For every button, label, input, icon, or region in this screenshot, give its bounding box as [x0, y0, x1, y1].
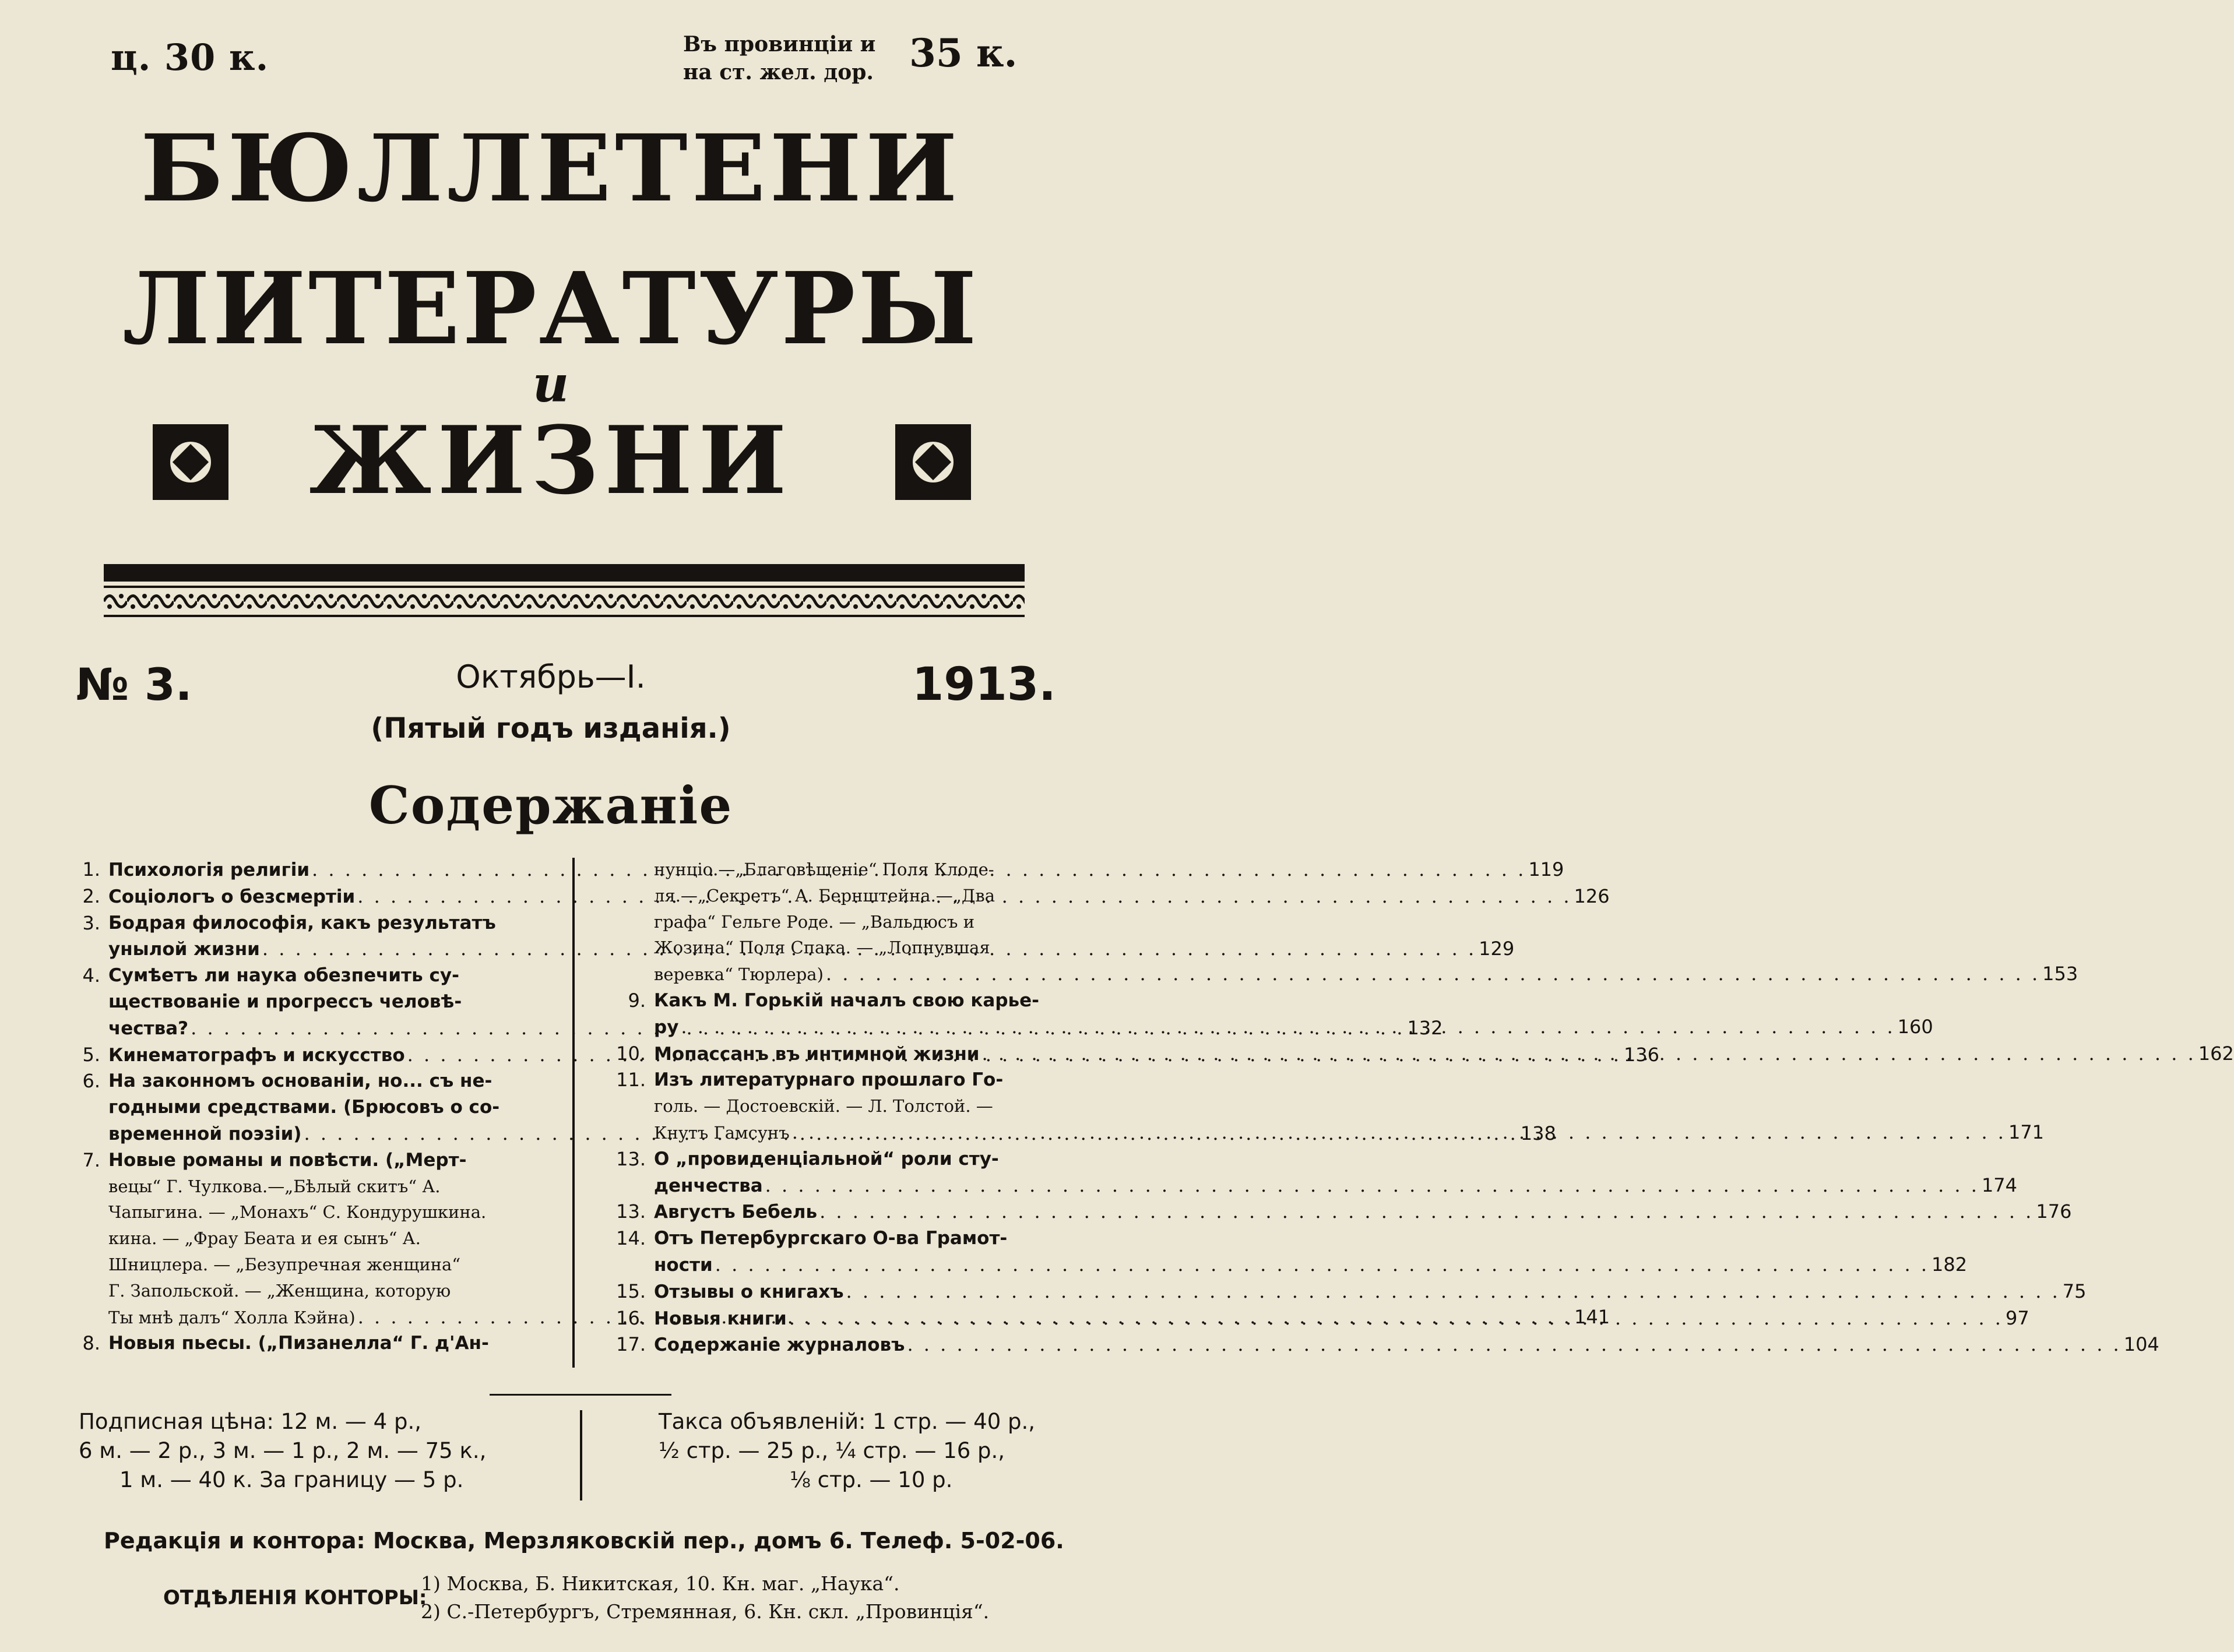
leader-dots — [678, 1014, 1897, 1040]
leader-dots — [824, 961, 2042, 987]
entry-text: Психологія религіи — [108, 860, 310, 880]
entry-line — [654, 988, 1933, 1014]
column-divider — [572, 858, 575, 1368]
entry-text: Жозина“ Поля Спака. — „Лопнувшая — [654, 938, 990, 958]
entry-text: О „провиденціальной“ роли сту- — [654, 1148, 999, 1170]
entry-text: чества? — [108, 1017, 189, 1039]
issue-number: № 3. — [76, 658, 192, 710]
contents-entry — [607, 1225, 1968, 1278]
branch-moscow: 1) Москва, Б. Никитская, 10. Кн. маг. „Наука“. — [421, 1572, 900, 1595]
entry-number: 2. — [82, 885, 100, 907]
contents-entry — [607, 1332, 2159, 1358]
ads-line2: ½ стр. — 25 р., ¼ стр. — 16 р., — [659, 1438, 1005, 1463]
entry-line — [654, 961, 2078, 988]
entry-text: временной поэзіи) — [108, 1123, 302, 1144]
entry-page: 174 — [1981, 1174, 2018, 1196]
entry-text: Отзывы о книгахъ — [654, 1281, 844, 1302]
contents-entry — [76, 1330, 525, 1357]
entry-page: 129 — [1479, 938, 1515, 960]
entry-text: Августъ Бебель — [654, 1202, 818, 1223]
masthead-line1: БЮЛЛЕТЕНИ — [140, 115, 962, 223]
entry-page: 119 — [1528, 858, 1564, 880]
contents-entry — [607, 1146, 2018, 1199]
entry-text: Шницлера. — „Безупречная женщина“ — [108, 1254, 461, 1274]
price-province-label-line2: на ст. жел. дор. — [683, 60, 874, 84]
leader-dots — [817, 1199, 2036, 1225]
entry-text: веревка“ Тюрлера) — [654, 964, 824, 985]
masthead-line4: ЖИЗНИ — [309, 406, 793, 515]
ads-line1: Такса объявленій: 1 стр. — 40 р., — [659, 1409, 1036, 1434]
entry-number: 17. — [616, 1333, 646, 1356]
entry-text: кина. — „Фрау Беата и ея сынъ“ А. — [108, 1228, 421, 1249]
branches-list — [421, 1570, 989, 1626]
entry-number: 5. — [82, 1043, 100, 1066]
entry-line — [108, 1330, 525, 1357]
entry-text: ществованіе и прогрессъ человѣ- — [108, 991, 462, 1012]
entry-text: Мопассанъ въ интимной жизни — [654, 1043, 980, 1065]
ads-block — [659, 1407, 1078, 1495]
ornamental-band-pattern — [104, 588, 1025, 615]
entry-text: голь. — Достоевскій. — Л. Толстой. — — [654, 1096, 993, 1116]
leader-dots — [713, 1252, 1932, 1278]
rule-thick — [104, 564, 1025, 582]
leader-dots — [763, 1172, 1982, 1199]
entry-line — [654, 1119, 2044, 1146]
entry-line — [654, 935, 2078, 961]
contents-heading: Содержаніе — [368, 775, 733, 836]
entry-text: Содержаніе журналовъ — [654, 1334, 905, 1356]
entry-page: 160 — [1897, 1015, 1933, 1038]
leader-dots — [905, 1332, 2123, 1358]
entry-number: 4. — [82, 964, 100, 987]
entry-line — [654, 1093, 2044, 1119]
entry-page: 126 — [1574, 885, 1610, 907]
entry-line — [654, 1146, 2017, 1172]
entry-text: Чапыгина. — „Монахъ“ С. Кондурушкина. — [108, 1202, 487, 1223]
price-province-label — [683, 30, 875, 86]
leader-dots — [790, 1119, 2008, 1146]
masthead-line2: ЛИТЕРАТУРЫ — [122, 251, 979, 367]
entry-page: 176 — [2036, 1200, 2072, 1223]
entry-number: 3. — [82, 911, 100, 934]
entry-text: Бодрая философія, какъ результатъ — [108, 912, 496, 934]
entry-page: 162 — [2198, 1042, 2234, 1065]
entry-page: 136 — [1623, 1043, 1660, 1066]
entry-text: Отъ Петербургскаго О-ва Грамот- — [654, 1228, 1008, 1249]
subscription-divider — [580, 1410, 582, 1500]
entry-line — [654, 1278, 2086, 1305]
subscription-line1: Подписная цѣна: 12 м. — 4 р., — [79, 1409, 421, 1434]
leader-dots — [787, 1305, 2006, 1332]
leader-dots — [979, 1041, 2198, 1067]
entry-line — [654, 1332, 2159, 1358]
branches-heading: ОТДѢЛЕНІЯ КОНТОРЫ: — [163, 1586, 427, 1609]
entry-page: 97 — [2005, 1306, 2029, 1329]
contents-entry — [607, 1278, 2087, 1305]
entry-text: Соціологъ о безсмертіи — [108, 886, 356, 907]
entry-text: Сумѣетъ ли наука обезпечить су- — [108, 965, 459, 987]
entry-text: ру — [654, 1016, 679, 1038]
entry-line — [654, 909, 2078, 935]
entry-number: 14. — [616, 1227, 646, 1250]
entry-text: На законномъ основаніи, но... съ не- — [108, 1070, 492, 1092]
entry-number: 15. — [616, 1280, 646, 1302]
entry-text: нунціо.—„Благовѣщеніе“ Поля Клоде- — [654, 860, 994, 879]
entry-line — [654, 1014, 1933, 1041]
entry-text: графа“ Гельге Роде. — „Вальдюсъ и — [654, 911, 975, 932]
price-province: 35 к. — [909, 30, 1018, 76]
masthead-line3: и — [532, 355, 569, 414]
price-city: ц. 30 к. — [111, 36, 269, 79]
subscription-block — [79, 1407, 562, 1495]
entry-number: 9. — [628, 989, 646, 1012]
entry-number: 11. — [616, 1069, 646, 1091]
entry-page: 182 — [1932, 1253, 1968, 1276]
entry-page: 141 — [1574, 1305, 1610, 1328]
entry-page: 75 — [2062, 1280, 2087, 1302]
entry-number: 13. — [616, 1147, 646, 1170]
leader-dots — [844, 1278, 2063, 1305]
entry-text: вецы“ Г. Чулкова.—„Бѣлый скитъ“ А. — [108, 1176, 441, 1196]
entry-text: годными средствами. (Брюсовъ о со- — [108, 1097, 500, 1118]
entry-number: 7. — [82, 1149, 100, 1171]
branch-petersburg: 2) С.-Петербургъ, Стремянная, 6. Кн. скл. „Провинція“. — [421, 1600, 990, 1623]
entry-text: Изъ литературнаго прошлаго Го- — [654, 1069, 1004, 1091]
entry-text: ля.—„Секретъ“ А. Бернштейна.—„Два — [654, 885, 995, 906]
entry-text: Кинематографъ и искусство — [108, 1044, 405, 1066]
entry-number: 1. — [82, 858, 100, 880]
entry-text: ности — [654, 1254, 713, 1276]
entry-text: унылой жизни — [108, 939, 260, 960]
entry-text: денчества — [654, 1175, 763, 1196]
entry-line — [654, 1172, 2017, 1199]
price-province-label-line1: Въ провинціи и — [683, 32, 876, 57]
ornament-right-icon — [895, 424, 971, 500]
entry-line — [654, 1252, 1967, 1278]
ads-line3: ⅛ стр. — 10 р. — [790, 1467, 953, 1492]
entry-line — [654, 1041, 2234, 1068]
entry-number — [607, 857, 646, 988]
entry-text: Новые романы и повѣсти. („Мерт- — [108, 1149, 467, 1171]
entry-text: Новыя пьесы. („Пизанелла“ Г. д'Ан- — [108, 1333, 489, 1354]
entry-text: Ты мнѣ далъ“ Холла Кэйна) — [108, 1307, 356, 1327]
ornament-left-icon — [153, 424, 228, 500]
entry-page: 104 — [2123, 1333, 2159, 1356]
entry-line — [654, 1199, 2071, 1225]
entry-page: 153 — [2042, 963, 2078, 985]
issue-year: 1913. — [912, 658, 1056, 711]
issue-subtitle: (Пятый годъ изданія.) — [371, 712, 731, 745]
entry-page: 138 — [1520, 1122, 1556, 1144]
entry-text: Какъ М. Горькій началъ свою карье- — [654, 989, 1040, 1011]
entry-line — [654, 1067, 2044, 1093]
entry-page: 171 — [2008, 1121, 2045, 1143]
editorial-address: Редакція и контора: Москва, Мерзляковскій пер., домъ 6. Телеф. 5-02-06. — [104, 1528, 1064, 1554]
entry-page: 132 — [1407, 1016, 1443, 1039]
entry-line — [654, 1305, 2029, 1332]
entry-number: 16. — [616, 1306, 646, 1329]
entry-text: Кнутъ Гамсунъ — [654, 1122, 790, 1143]
ornamental-band — [104, 586, 1025, 617]
section-rule — [490, 1394, 671, 1396]
entry-number: 10. — [616, 1042, 646, 1065]
entry-number: 6. — [82, 1070, 100, 1093]
issue-month: Октябрь—I. — [456, 658, 646, 695]
entry-line — [654, 1225, 1967, 1252]
entry-line — [654, 857, 2078, 883]
entry-text: Г. Запольской. — „Женщина, которую — [108, 1280, 451, 1301]
entry-number: 13. — [616, 1200, 646, 1223]
entry-number: 8. — [82, 1332, 100, 1355]
entry-text: Новыя книги — [654, 1308, 787, 1329]
subscription-line3: 1 м. — 40 к. За границу — 5 р. — [119, 1467, 464, 1492]
entry-line — [654, 883, 2078, 909]
subscription-line2: 6 м. — 2 р., 3 м. — 1 р., 2 м. — 75 к., — [79, 1438, 487, 1463]
contents-entry — [607, 1199, 2072, 1225]
